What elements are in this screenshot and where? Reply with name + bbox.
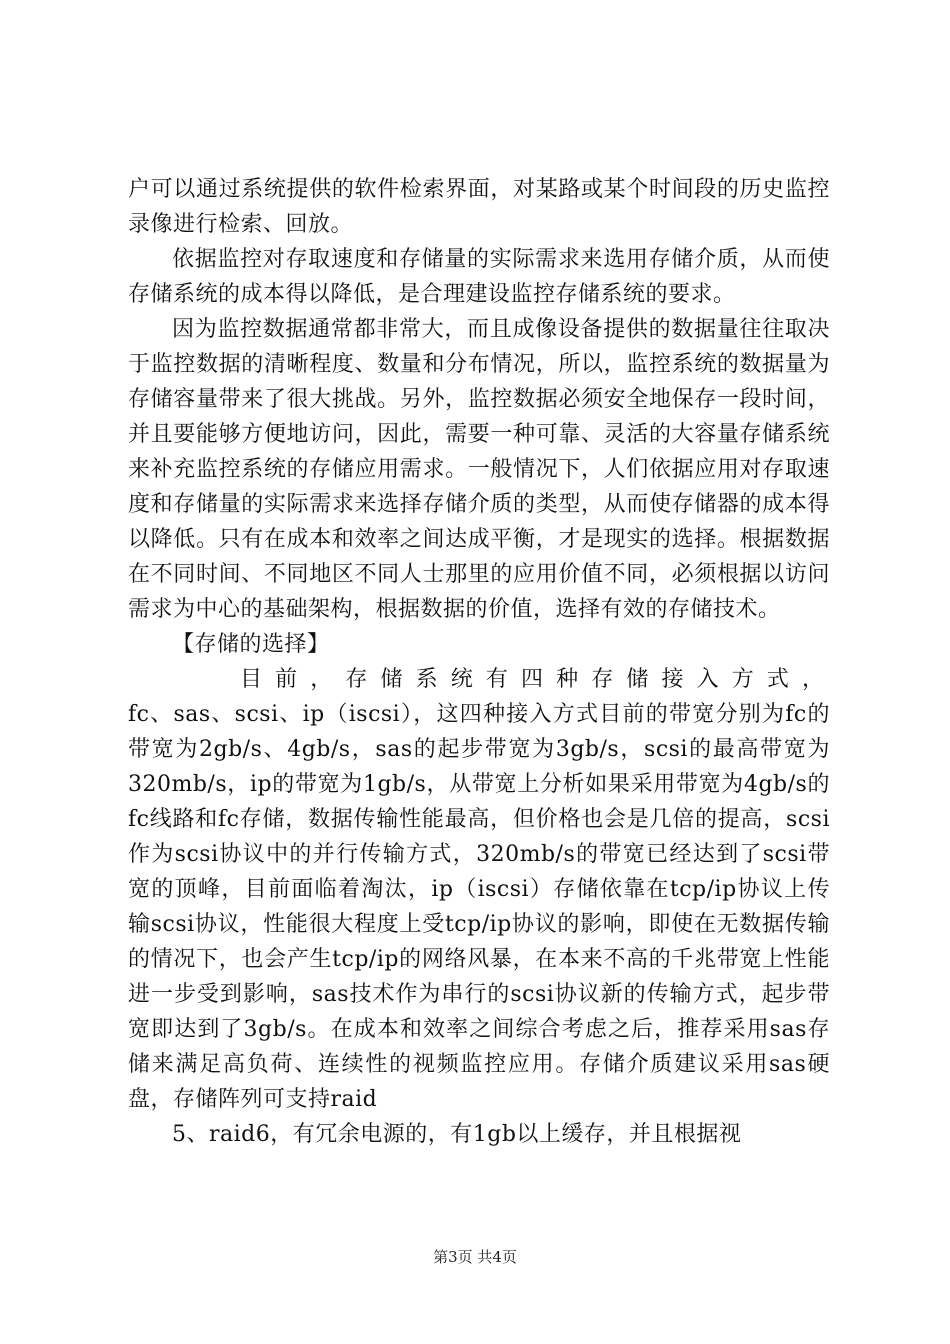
page-number: 第3页 共4页 <box>433 1248 517 1266</box>
paragraph-storage-media: 依据监控对存取速度和存储量的实际需求来选用存储介质，从而使存储系统的成本得以降低，是合理建设监控存储系统的要求。 <box>128 247 830 307</box>
paragraph-continuation: 户可以通过系统提供的软件检索界面，对某路或某个时间段的历史监控录像进行检索、回放。 <box>128 177 830 237</box>
paragraph-access-intro: 目前，存储系统有四种存储接入方式， <box>240 667 830 692</box>
section-heading: 【存储的选择】 <box>172 632 330 657</box>
paragraph-data-volume: 因为监控数据通常都非常大，而且成像设备提供的数据量往往取决于监控数据的清晰程度、数量和分布情况，所以，监控系统的数据量为存储容量带来了很大挑战。另外，监控数据必须安全地保存一段时间，并且要能够方便地访问，因此，需要一种可靠、灵活的大容量存储系统来补充监控系统的存储应用需求。一般情况下，人们依据应用对存取速度和存储量的实际需求来选择存储介质的类型，从而使存储器的成本得以降低。只有在成本和效率之间达成平衡，才是现实的选择。根据数据在不同时间、不同地区不同人士那里的应用价值不同，必须根据以访问需求为中心的基础架构，根据数据的价值，选择有效的存储技术。 <box>128 317 830 622</box>
body-text <box>128 172 830 1152</box>
paragraph-access-methods: fc、sas、scsi、ip（iscsi），这四种接入方式目前的带宽分别为fc的带宽为2gb/s、4gb/s，sas的起步带宽为3gb/s，scsi的最高带宽为320mb/s，ip的带宽为1gb/s，从带宽上分析如果采用带宽为4gb/s的fc线路和fc存储，数据传输性能最高，但价格也会是几倍的提高，scsi作为scsi协议中的并行传输方式，320mb/s的带宽已经达到了scsi带宽的顶峰，目前面临着淘汰，ip（iscsi）存储依靠在tcp/ip协议上传输scsi协议，性能很大程度上受tcp/ip协议的影响，即使在无数据传输的情况下，也会产生tcp/ip的网络风暴，在本来不高的千兆带宽上性能进一步受到影响，sas技术作为串行的scsi协议新的传输方式，起步带宽即达到了3gb/s。在成本和效率之间综合考虑之后，推荐采用sas存储来满足高负荷、连续性的视频监控应用。存储介质建议采用sas硬盘，存储阵列可支持raid <box>128 702 830 1112</box>
paragraph-raid: 5、raid6，有冗余电源的，有1gb以上缓存，并且根据视 <box>172 1122 742 1147</box>
